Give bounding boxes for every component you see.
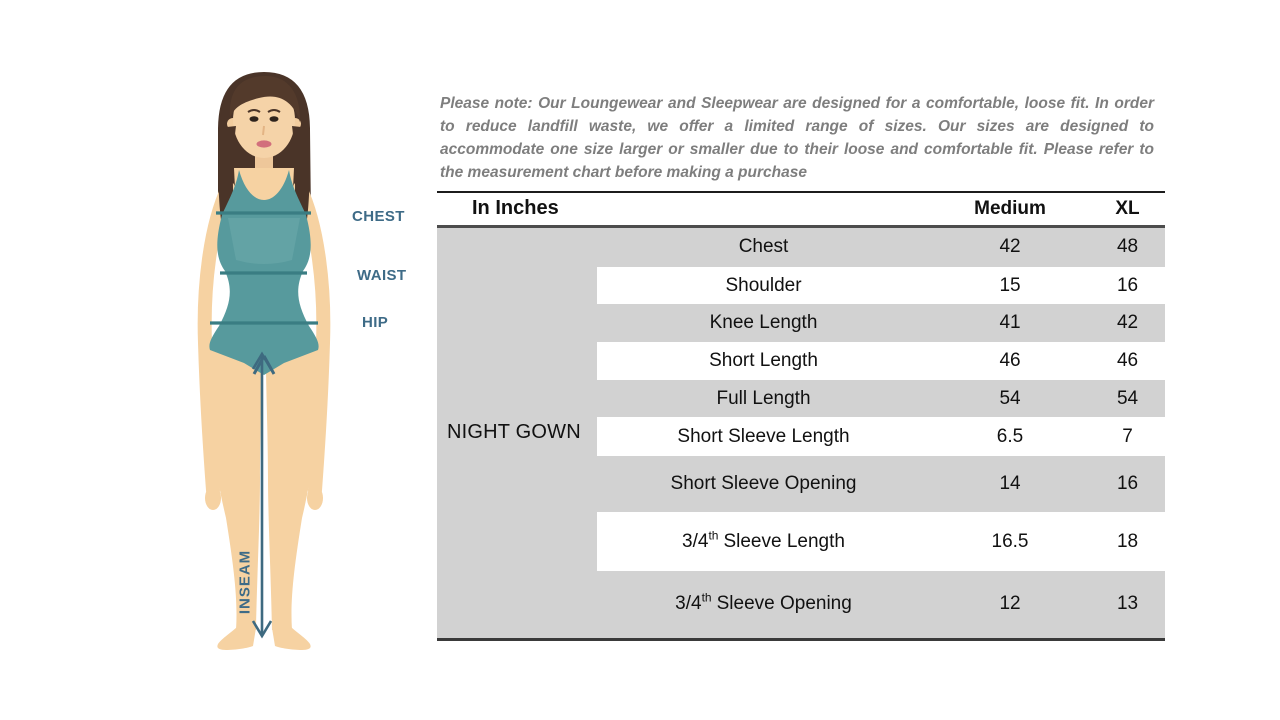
hip-label: HIP xyxy=(362,314,389,331)
measurement-name: Full Length xyxy=(597,380,930,417)
measurement-name: Short Sleeve Opening xyxy=(597,456,930,512)
waist-label: WAIST xyxy=(357,267,407,284)
measurement-name: 3/4th Sleeve Length xyxy=(597,512,930,571)
xl-value: 16 xyxy=(1090,267,1165,304)
xl-value: 18 xyxy=(1090,512,1165,571)
measurement-name: Chest xyxy=(597,226,930,267)
lips xyxy=(257,140,272,147)
measurement-name: 3/4th Sleeve Opening xyxy=(597,571,930,639)
measurement-name: Short Sleeve Length xyxy=(597,417,930,456)
medium-value: 14 xyxy=(930,456,1090,512)
measurement-name: Short Length xyxy=(597,342,930,380)
fit-disclaimer-note: Please note: Our Loungewear and Sleepwear are designed for a comfortable, loose fit. In order to reduce landfill waste, we offer a limited range of sizes. Our sizes are designed to accommodate one size larger or smaller due to their loose and comfortable fit. Please refer to the measurement chart before making a purchase xyxy=(440,95,1154,181)
top-highlight xyxy=(228,218,300,264)
measurement-name: Shoulder xyxy=(597,267,930,304)
left-eye xyxy=(250,116,259,122)
xl-value: 48 xyxy=(1090,226,1165,267)
right-eye xyxy=(270,116,279,122)
medium-value: 41 xyxy=(930,304,1090,342)
column-header-medium: Medium xyxy=(974,197,1046,219)
xl-value: 7 xyxy=(1090,417,1165,456)
medium-value: 42 xyxy=(930,226,1090,267)
size-chart-table xyxy=(437,191,1165,641)
right-foot xyxy=(272,626,311,650)
table-header-row xyxy=(437,192,1165,226)
medium-value: 16.5 xyxy=(930,512,1090,571)
nose xyxy=(263,126,264,135)
category-cell: NIGHT GOWN xyxy=(437,226,597,639)
xl-value: 54 xyxy=(1090,380,1165,417)
left-foot xyxy=(217,626,256,650)
unit-header: In Inches xyxy=(472,197,559,220)
medium-value: 54 xyxy=(930,380,1090,417)
xl-value: 42 xyxy=(1090,304,1165,342)
woman-figure-illustration xyxy=(160,38,420,683)
measurement-name: Knee Length xyxy=(597,304,930,342)
medium-value: 12 xyxy=(930,571,1090,639)
inseam-label: INSEAM xyxy=(236,549,254,615)
xl-value: 13 xyxy=(1090,571,1165,639)
medium-value: 15 xyxy=(930,267,1090,304)
legs xyxy=(209,338,319,650)
xl-value: 46 xyxy=(1090,342,1165,380)
chest-label: CHEST xyxy=(352,208,405,225)
medium-value: 46 xyxy=(930,342,1090,380)
xl-value: 16 xyxy=(1090,456,1165,512)
table-row xyxy=(437,226,1165,267)
medium-value: 6.5 xyxy=(930,417,1090,456)
column-header-xl: XL xyxy=(1115,197,1140,219)
